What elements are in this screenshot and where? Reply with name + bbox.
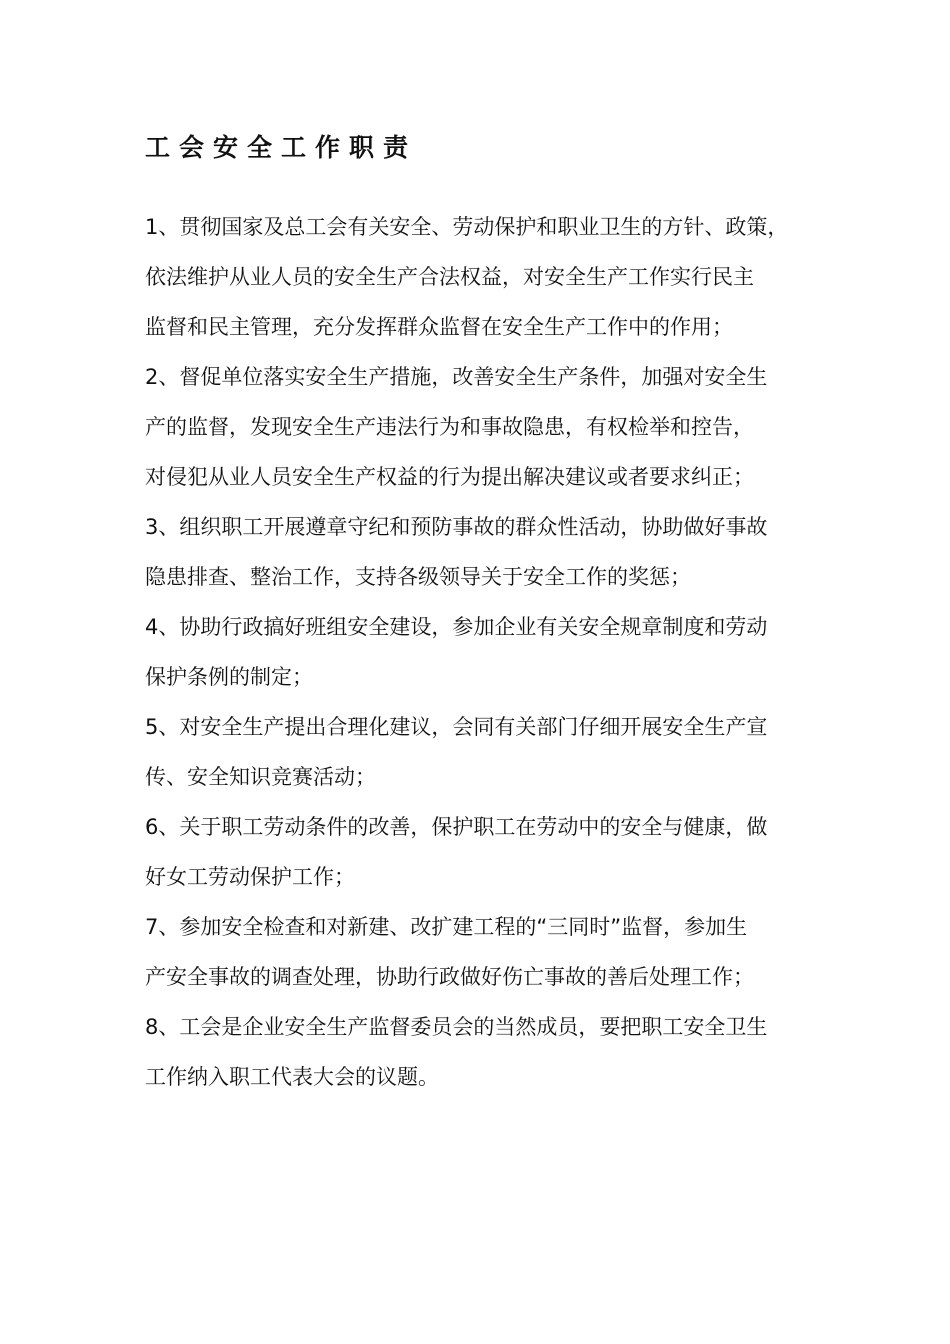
- body-line: 2、督促单位落实安全生产措施，改善安全生产条件，加强对安全生: [145, 365, 768, 389]
- body-line: 保护条例的制定；: [145, 665, 313, 689]
- body-line: 3、组织职工开展遵章守纪和预防事故的群众性活动，协助做好事故: [145, 515, 768, 539]
- body-line: 好女工劳动保护工作；: [145, 865, 355, 889]
- body-line: 依法维护从业人员的安全生产合法权益，对安全生产工作实行民主: [145, 265, 754, 289]
- body-line: 8、工会是企业安全生产监督委员会的当然成员，要把职工安全卫生: [145, 1015, 768, 1039]
- body-line: 监督和民主管理，充分发挥群众监督在安全生产工作中的作用；: [145, 315, 733, 339]
- body-line: 产的监督，发现安全生产违法行为和事故隐患，有权检举和控告，: [145, 415, 754, 439]
- body-line: 6、关于职工劳动条件的改善，保护职工在劳动中的安全与健康，做: [145, 815, 768, 839]
- body-line: 工作纳入职工代表大会的议题。: [145, 1065, 439, 1089]
- body-line: 对侵犯从业人员安全生产权益的行为提出解决建议或者要求纠正；: [145, 465, 754, 489]
- body-line: 7、参加安全检查和对新建、改扩建工程的“三同时”监督，参加生: [145, 915, 748, 939]
- document-title: 工会安全工作职责: [145, 133, 418, 162]
- body-line: 传、安全知识竞赛活动；: [145, 765, 376, 789]
- body-line: 隐患排查、整治工作，支持各级领导关于安全工作的奖惩；: [145, 565, 691, 589]
- body-line: 5、对安全生产提出合理化建议，会同有关部门仔细开展安全生产宣: [145, 715, 768, 739]
- body-line: 4、协助行政搞好班组安全建设，参加企业有关安全规章制度和劳动: [145, 615, 768, 639]
- body-line: 产安全事故的调查处理，协助行政做好伤亡事故的善后处理工作；: [145, 965, 754, 989]
- document-body: [145, 202, 825, 1102]
- body-line: 1、贯彻国家及总工会有关安全、劳动保护和职业卫生的方针、政策，: [145, 215, 789, 239]
